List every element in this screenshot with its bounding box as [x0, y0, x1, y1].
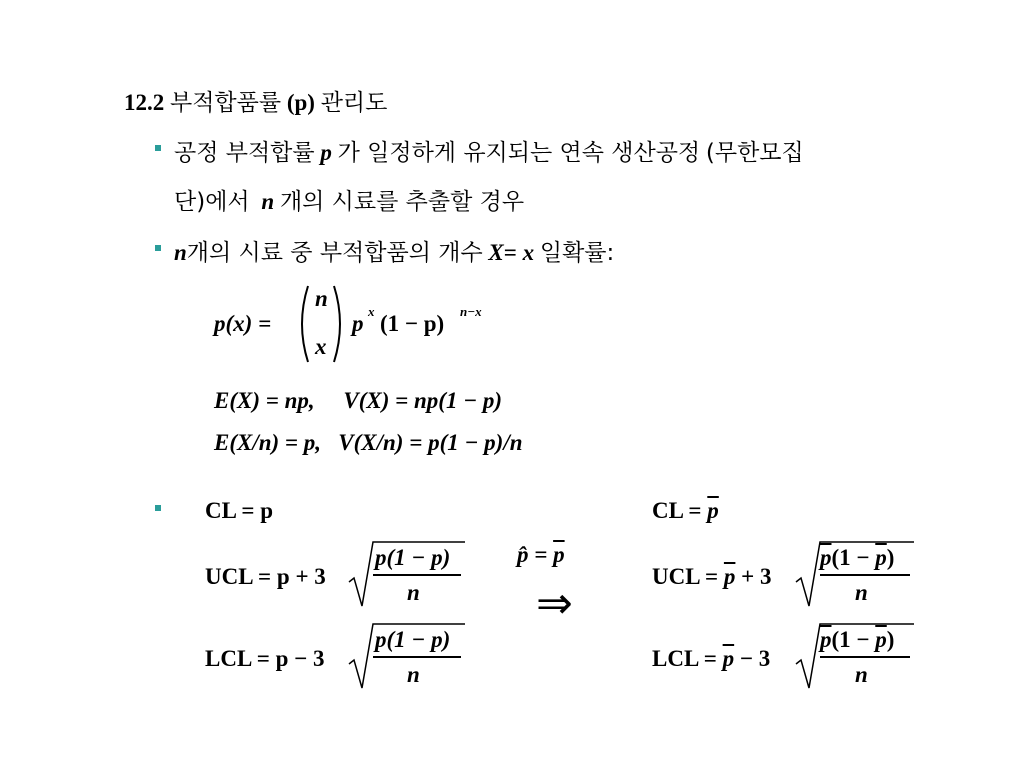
heading-paren: (p)	[286, 90, 315, 115]
phat-equals-pbar: p̂ = $\overline{p}$	[517, 542, 565, 567]
mean-var-formula: E(X) = np, V(X) = np(1 − p)	[214, 388, 503, 413]
fraction-bar	[373, 574, 461, 576]
fraction-bar	[820, 656, 910, 658]
right-cl: CL = $\overline{p}$	[652, 498, 719, 523]
binomial-bottom: x	[315, 334, 327, 359]
right-ucl: UCL = $\overline{p} + 3$ $\overline{p}(1 - \overline{p})$ n	[652, 540, 932, 610]
bullet2-line: n개의 시료 중 부적합품의 개수 X= x 일확률:	[174, 240, 615, 266]
left-paren-icon	[294, 284, 310, 364]
right-paren-icon	[332, 284, 348, 364]
bullet-icon	[155, 505, 161, 511]
heading-text: 부적합품률	[170, 90, 282, 116]
binomial-lhs: p(x) =	[214, 311, 272, 336]
bullet1-line2: 단)에서 n 개의 시료를 추출할 경우	[174, 189, 525, 215]
bullet-icon	[155, 245, 161, 251]
binomial-top: n	[315, 286, 328, 311]
binomial-formula: p(x) = n x p x (1 − p) n−x	[214, 284, 514, 364]
left-lcl: LCL = p − 3 p(1 − p) n	[205, 622, 475, 692]
left-cl: CL = p	[205, 498, 274, 523]
right-lcl: LCL = $\overline{p} - 3$ $\overline{p}(1 - \overline{p})$ n	[652, 622, 932, 692]
fraction-bar	[820, 574, 910, 576]
heading-number: 12.2	[124, 90, 165, 115]
fraction-bar	[373, 656, 461, 658]
left-ucl: UCL = p + 3 p(1 − p) n	[205, 540, 475, 610]
prop-mean-var-formula: E(X/n) = p, V(X/n) = p(1 − p)/n	[214, 430, 523, 455]
bullet-icon	[155, 145, 161, 151]
slide-heading	[124, 84, 387, 117]
bullet1-line1: 공정 부적합률 p 가 일정하게 유지되는 연속 생산공정 (무한모집	[174, 140, 804, 166]
implies-arrow-icon: ⇒	[536, 578, 573, 629]
heading-suffix: 관리도	[320, 90, 388, 116]
